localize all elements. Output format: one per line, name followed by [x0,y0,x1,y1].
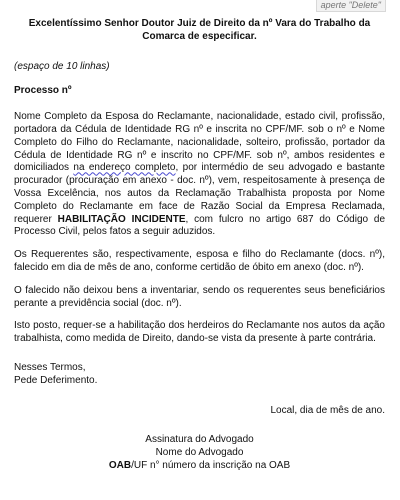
place-date-line: Local, dia de mês de ano. [270,404,385,416]
closing-block [14,362,385,388]
delete-hint-tooltip: aperte "Delete" [316,0,386,12]
closing-line-request: Pede Deferimento. [14,374,98,386]
paragraph-requerentes: Os Requerentes são, respectivamente, esposa e filho do Reclamante (docs. nº), falecido em dia de mês de ano, conforme certidão de óbito em anexo (doc. nº). [14,249,385,273]
paragraph-petition-text-a: Nome Completo da Esposa do Reclamante, nacionalidade, estado civil, profissão, portadora da Cédula de Identidade RG nº e inscrita no CPF/MF. sob o nº e Nome Completo do Filho do Reclamante, nacionalidade, solteiro, profissão, portador da Cédula de Identidade RG nº e inscrito no CPF/MF. sob nº, ambos residentes e domiciliados [14,111,385,174]
paragraph-falecido: O falecido não deixou bens a inventariar, sendo os requerentes seus beneficiários perante a previdência social (doc. nº). [14,284,385,309]
signature-block [14,434,385,472]
oab-number-text: /UF n° número da inscrição na OAB [131,459,291,471]
oab-line [14,460,385,473]
paragraph-petition [14,111,385,239]
lawyer-name-line: Nome do Advogado [155,447,244,459]
paragraph-petition-text-c: , com fulcro no artigo 687 do Código de Processo Civil, pelos fatos a seguir aduzidos. [14,213,386,238]
habilitacao-bold-text: HABILITAÇÃO INCIDENTE [57,213,186,225]
signature-line: Assinatura do Advogado [145,434,254,446]
process-number-label: Processo nº [14,85,72,97]
legal-document [14,18,385,473]
spellcheck-underlined-text[interactable]: na endereço completo [73,162,176,174]
document-title: Excelentíssimo Senhor Doutor Juiz de Direito da nº Vara do Trabalho da Comarca de especificar. [28,18,371,42]
paragraph-isto-posto: Isto posto, requer-se a habilitação dos herdeiros do Reclamante nos autos da ação trabalhista, como medida de Direito, dando-se vista da presente à parte contrária. [14,320,385,345]
closing-line-terms: Nesses Termos, [14,361,86,373]
paragraph-petition-text-b: , por intermédio de seu advogado e bastante procurador (procuração em anexo - doc. nº), vem, respeitosamente à presença de Vossa Excelência, nos autos da Reclamação Trabalhista proposta por Nome Completo do Reclamante em face de Razão Social da Empresa Reclamada, requerer [14,162,385,225]
space-note: (espaço de 10 linhas) [14,60,110,72]
oab-label: OAB [108,459,132,471]
